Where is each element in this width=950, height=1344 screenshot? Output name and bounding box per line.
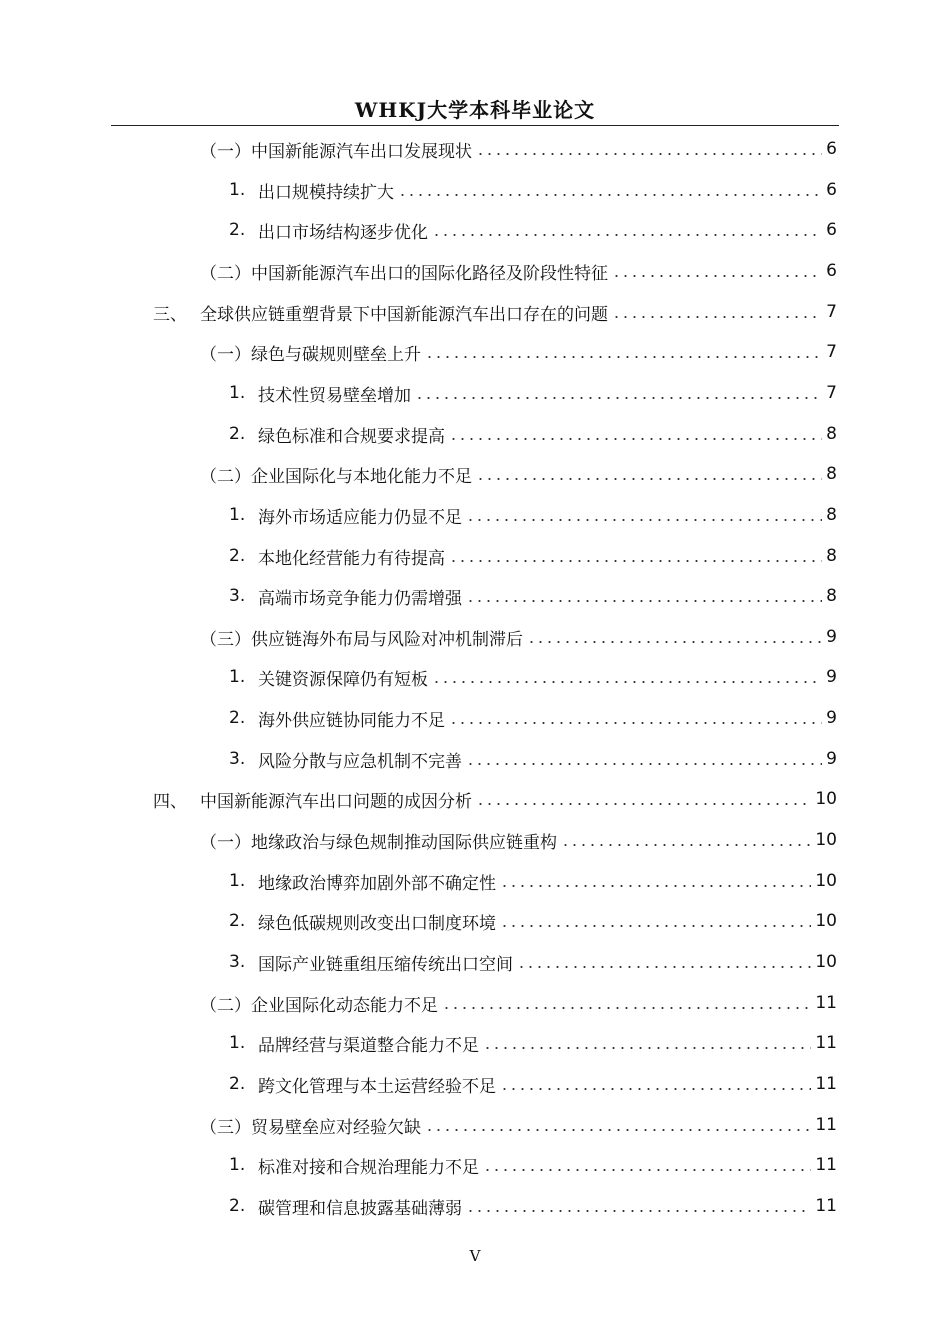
toc-entry-number: 三、 — [153, 304, 187, 325]
toc-entry-number: 2. — [229, 546, 246, 566]
toc-entry-page: 6 — [826, 180, 837, 200]
toc-entry-title: 风险分散与应急机制不完善 — [258, 751, 462, 772]
toc-entry-page: 9 — [826, 749, 837, 769]
toc-entry-page: 8 — [826, 464, 837, 484]
toc-entry-page: 10 — [815, 789, 837, 809]
toc-entry-page: 6 — [826, 139, 837, 159]
toc-entry[interactable] — [200, 1105, 837, 1145]
toc-entry-title: 海外供应链协同能力不足 — [258, 710, 445, 731]
toc-entry[interactable] — [229, 1023, 837, 1063]
toc-entry-title: （三）供应链海外布局与风险对冲机制滞后 — [200, 629, 523, 650]
toc-entry-title: 本地化经营能力有待提高 — [258, 548, 445, 569]
toc-entry[interactable] — [200, 617, 837, 657]
toc-dot-leader — [425, 1128, 811, 1132]
toc-dot-leader — [449, 559, 822, 563]
page-number: V — [469, 1247, 481, 1265]
toc-entry[interactable] — [229, 942, 837, 982]
toc-entry-page: 11 — [815, 1115, 837, 1135]
toc-entry-title: 海外市场适应能力仍显不足 — [258, 507, 462, 528]
toc-entry[interactable] — [229, 576, 837, 616]
toc-dot-leader — [449, 721, 822, 725]
toc-entry[interactable] — [229, 698, 837, 738]
toc-entry[interactable] — [200, 820, 837, 860]
toc-entry-page: 9 — [826, 627, 837, 647]
toc-dot-leader — [449, 437, 822, 441]
toc-dot-leader — [398, 193, 822, 197]
toc-entry-number: 1. — [229, 1033, 246, 1053]
toc-entry[interactable] — [200, 129, 837, 169]
toc-entry-number: 3. — [229, 749, 246, 769]
toc-dot-leader — [476, 802, 811, 806]
header-divider — [111, 125, 839, 126]
toc-entry[interactable] — [229, 170, 837, 210]
toc-entry-page: 10 — [815, 952, 837, 972]
toc-entry[interactable] — [200, 983, 837, 1023]
toc-entry-number: 2. — [229, 1074, 246, 1094]
toc-entry-title: 关键资源保障仍有短板 — [258, 669, 428, 690]
toc-entry-title: （一）地缘政治与绿色规制推动国际供应链重构 — [200, 832, 557, 853]
toc-dot-leader — [425, 355, 822, 359]
toc-entry-number: 2. — [229, 1196, 246, 1216]
toc-entry-number: 1. — [229, 505, 246, 525]
toc-entry-title: （二）企业国际化与本地化能力不足 — [200, 466, 472, 487]
toc-entry-title: 绿色低碳规则改变出口制度环境 — [258, 913, 496, 934]
toc-entry-number: 2. — [229, 220, 246, 240]
toc-entry[interactable] — [229, 210, 837, 250]
toc-dot-leader — [500, 924, 811, 928]
toc-entry-page: 11 — [815, 993, 837, 1013]
toc-entry-title: （三）贸易壁垒应对经验欠缺 — [200, 1117, 421, 1138]
toc-dot-leader — [500, 1087, 811, 1091]
toc-dot-leader — [432, 680, 822, 684]
toc-entry-page: 6 — [826, 261, 837, 281]
toc-entry-page: 8 — [826, 424, 837, 444]
toc-dot-leader — [500, 884, 811, 888]
toc-entry[interactable] — [229, 373, 837, 413]
toc-dot-leader — [476, 152, 822, 156]
toc-dot-leader — [483, 1046, 811, 1050]
toc-entry-title: （二）中国新能源汽车出口的国际化路径及阶段性特征 — [200, 263, 608, 284]
toc-entry[interactable] — [229, 657, 837, 697]
toc-dot-leader — [466, 599, 822, 603]
toc-entry-page: 7 — [826, 383, 837, 403]
toc-entry-title: 技术性贸易壁垒增加 — [258, 385, 411, 406]
toc-entry-title: 高端市场竞争能力仍需增强 — [258, 588, 462, 609]
toc-entry-title: 国际产业链重组压缩传统出口空间 — [258, 954, 513, 975]
toc-entry-page: 8 — [826, 586, 837, 606]
toc-entry[interactable] — [200, 251, 837, 291]
toc-entry[interactable] — [229, 901, 837, 941]
toc-entry-number: 1. — [229, 667, 246, 687]
toc-entry-title: （一）绿色与碳规则壁垒上升 — [200, 344, 421, 365]
toc-entry-title: 跨文化管理与本土运营经验不足 — [258, 1076, 496, 1097]
toc-dot-leader — [415, 396, 822, 400]
toc-entry[interactable] — [229, 1145, 837, 1185]
toc-entry-page: 7 — [826, 342, 837, 362]
toc-entry-number: 1. — [229, 383, 246, 403]
toc-entry-page: 6 — [826, 220, 837, 240]
toc-entry[interactable] — [229, 861, 837, 901]
toc-entry-page: 9 — [826, 667, 837, 687]
page-header-title: WHKJ大学本科毕业论文 — [354, 98, 596, 122]
toc-entry-title: 地缘政治博弈加剧外部不确定性 — [258, 873, 496, 894]
toc-dot-leader — [527, 640, 822, 644]
toc-entry[interactable] — [200, 332, 837, 372]
toc-dot-leader — [483, 1168, 811, 1172]
toc-entry-number: 2. — [229, 708, 246, 728]
toc-dot-leader — [612, 315, 822, 319]
toc-entry-page: 11 — [815, 1074, 837, 1094]
toc-entry-title: 中国新能源汽车出口问题的成因分析 — [200, 791, 472, 812]
toc-entry[interactable] — [153, 292, 837, 332]
toc-entry[interactable] — [229, 536, 837, 576]
toc-entry-title: 品牌经营与渠道整合能力不足 — [258, 1035, 479, 1056]
toc-dot-leader — [612, 274, 822, 278]
toc-entry-number: 1. — [229, 1155, 246, 1175]
toc-entry-number: 四、 — [153, 791, 187, 812]
toc-entry-title: 出口规模持续扩大 — [258, 182, 394, 203]
toc-entry-title: 出口市场结构逐步优化 — [258, 222, 428, 243]
toc-dot-leader — [466, 762, 822, 766]
toc-entry-page: 11 — [815, 1155, 837, 1175]
toc-entry-page: 11 — [815, 1033, 837, 1053]
toc-entry[interactable] — [229, 739, 837, 779]
toc-entry[interactable] — [200, 454, 837, 494]
toc-entry-number: 3. — [229, 952, 246, 972]
toc-entry-page: 9 — [826, 708, 837, 728]
toc-entry-page: 10 — [815, 871, 837, 891]
toc-entry-page: 10 — [815, 830, 837, 850]
toc-dot-leader — [466, 518, 822, 522]
toc-entry[interactable] — [229, 1064, 837, 1104]
toc-entry-page: 11 — [815, 1196, 837, 1216]
toc-dot-leader — [466, 1209, 811, 1213]
toc-entry-page: 8 — [826, 546, 837, 566]
toc-entry-number: 1. — [229, 180, 246, 200]
toc-dot-leader — [442, 1006, 811, 1010]
toc-entry-number: 1. — [229, 871, 246, 891]
toc-entry-title: （一）中国新能源汽车出口发展现状 — [200, 141, 472, 162]
toc-entry-page: 8 — [826, 505, 837, 525]
toc-entry[interactable] — [153, 779, 837, 819]
toc-entry-title: 碳管理和信息披露基础薄弱 — [258, 1198, 462, 1219]
toc-dot-leader — [561, 843, 811, 847]
toc-entry[interactable] — [229, 414, 837, 454]
toc-dot-leader — [517, 965, 811, 969]
toc-entry-page: 10 — [815, 911, 837, 931]
toc-entry[interactable] — [229, 495, 837, 535]
toc-entry-page: 7 — [826, 302, 837, 322]
toc-dot-leader — [432, 233, 822, 237]
toc-entry-number: 3. — [229, 586, 246, 606]
toc-entry-title: 全球供应链重塑背景下中国新能源汽车出口存在的问题 — [200, 304, 608, 325]
toc-entry-title: （二）企业国际化动态能力不足 — [200, 995, 438, 1016]
toc-entry[interactable] — [229, 1186, 837, 1226]
toc-entry-title: 标准对接和合规治理能力不足 — [258, 1157, 479, 1178]
toc-dot-leader — [476, 477, 822, 481]
toc-entry-title: 绿色标准和合规要求提高 — [258, 426, 445, 447]
toc-entry-number: 2. — [229, 911, 246, 931]
toc-entry-number: 2. — [229, 424, 246, 444]
